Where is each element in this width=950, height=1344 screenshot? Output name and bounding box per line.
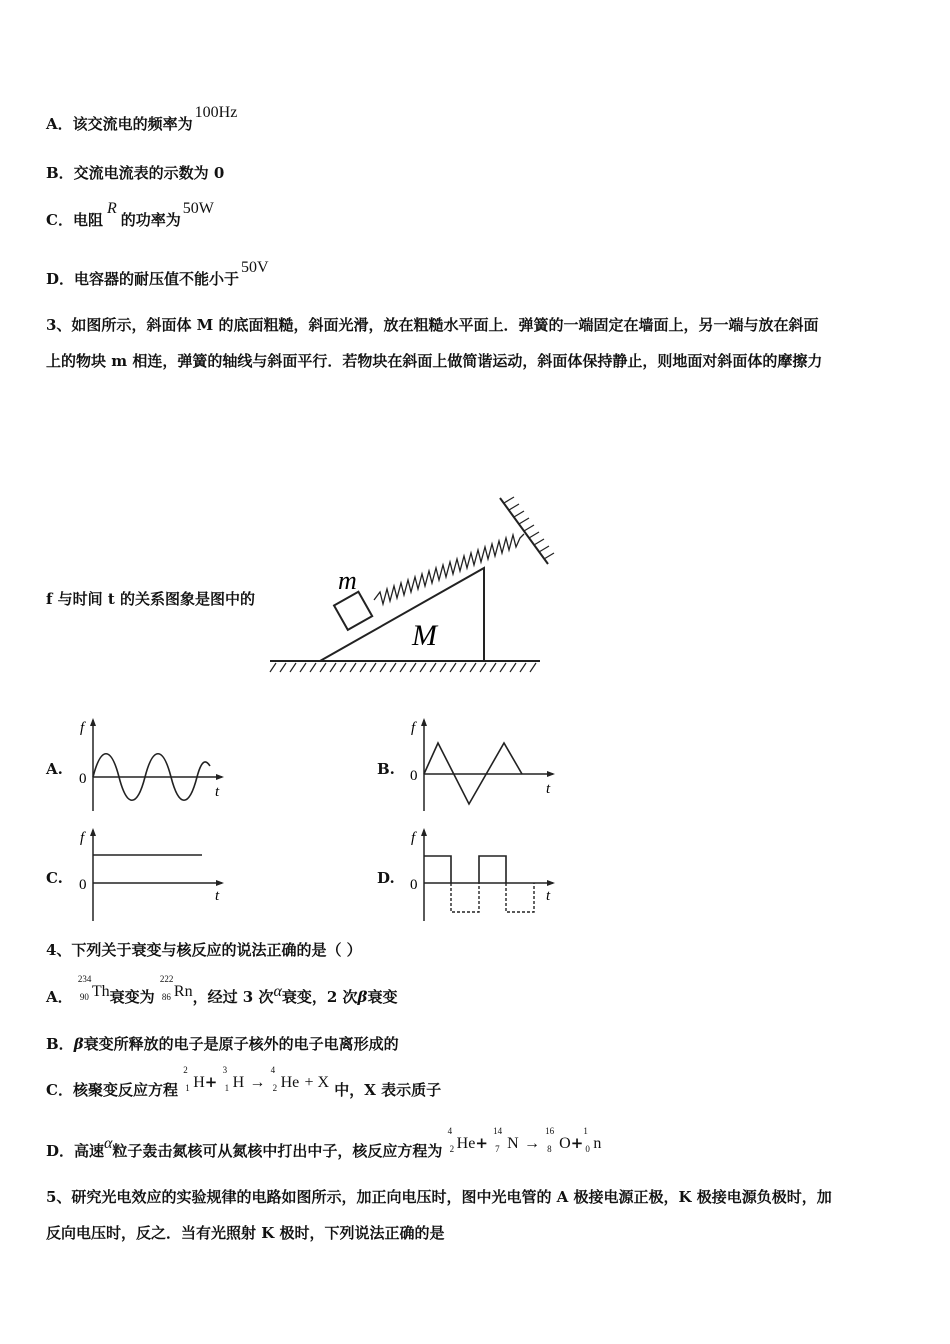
graph-c-label: C. xyxy=(46,869,63,887)
q3-line1: 3、如图所示，斜面体 M 的底面粗糙，斜面光滑，放在粗糙水平面上．弹簧的一端固定在墙面上，另一端与放在斜面 xyxy=(46,316,819,334)
resistor-symbol: R xyxy=(106,200,117,217)
graph-d-origin: 0 xyxy=(410,877,418,893)
q4-stem: 4、下列关于衰变与核反应的说法正确的是（ ） xyxy=(46,941,362,959)
thorium-nuclide: 234 90 Th xyxy=(77,974,110,1002)
deuterium-nuclide: 2 1 H xyxy=(183,1065,205,1093)
tritium-nuclide: 3 1 H xyxy=(222,1065,245,1093)
graph-c-ylabel: f xyxy=(80,830,85,846)
helium-nuclide: 4 2 He xyxy=(270,1065,300,1093)
nitrogen-nuclide: 14 7 N xyxy=(493,1126,519,1154)
beta-symbol: β xyxy=(73,1035,84,1053)
option-d: D．电容器的耐压值不能小于50V xyxy=(46,259,269,288)
graph-a-ylabel: f xyxy=(80,720,85,736)
graph-a-label: A. xyxy=(46,760,63,778)
block-label: m xyxy=(338,566,357,595)
q4-option-c: C．核聚变反应方程 2 1 H+ 3 1 H → 4 2 He + X 中，X 表示质子 xyxy=(46,1065,442,1099)
option-a: A．该交流电的频率为100Hz xyxy=(46,104,238,133)
graph-a[interactable] xyxy=(74,716,234,816)
graph-b[interactable] xyxy=(405,716,565,816)
graph-b-ylabel: f xyxy=(411,720,416,736)
radon-nuclide: 222 86 Rn xyxy=(159,974,193,1002)
incline-figure xyxy=(262,488,562,678)
alpha-symbol: α xyxy=(104,1135,113,1152)
option-c: C．电阻R的功率为50W xyxy=(46,200,214,229)
graph-c-origin: 0 xyxy=(79,877,87,893)
graph-b-origin: 0 xyxy=(410,768,418,784)
graph-d[interactable] xyxy=(405,826,565,926)
q3-line2: 上的物块 m 相连，弹簧的轴线与斜面平行．若物块在斜面上做简谐运动，斜面体保持静止，则地面对斜面体的摩擦力 xyxy=(46,352,823,370)
spring xyxy=(374,534,524,604)
oxygen-nuclide: 16 8 O xyxy=(545,1126,571,1154)
graph-d-ylabel: f xyxy=(411,830,416,846)
block xyxy=(334,592,372,630)
graph-b-xlabel: t xyxy=(546,781,551,797)
helium-nuclide: 4 2 He xyxy=(447,1126,476,1154)
reaction-arrow: → xyxy=(523,1135,540,1152)
voltage-value: 50V xyxy=(241,259,269,276)
wedge-label: M xyxy=(412,619,437,652)
option-b: B．交流电流表的示数为 0 xyxy=(46,164,225,182)
graph-a-xlabel: t xyxy=(215,784,220,800)
q4-option-a: A． 234 90 Th衰变为 222 86 Rn，经过 3 次α衰变，2 次β衰变 xyxy=(46,974,398,1006)
graph-c-xlabel: t xyxy=(215,888,220,904)
graph-d-label: D. xyxy=(377,869,395,887)
beta-symbol: β xyxy=(357,988,368,1006)
power-value: 50W xyxy=(182,200,214,217)
q4-option-b: B．β衰变所释放的电子是原子核外的电子电离形成的 xyxy=(46,1035,399,1053)
q3-line3: f 与时间 t 的关系图象是图中的 xyxy=(46,590,256,608)
q4-option-d: D．高速α粒子轰击氮核可从氮核中打出中子，核反应方程为 4 2 He+ 14 7 N → 16 8 O+ 1 0 n xyxy=(46,1126,602,1160)
graph-b-label: B. xyxy=(377,760,395,778)
graph-a-origin: 0 xyxy=(79,771,87,787)
q5-line2: 反向电压时，反之．当有光照射 K 极时，下列说法正确的是 xyxy=(46,1224,445,1242)
graph-c[interactable] xyxy=(74,826,234,926)
neutron: 1 0 n xyxy=(583,1126,602,1154)
q5-line1: 5、研究光电效应的实验规律的电路如图所示，加正向电压时，图中光电管的 A 极接电源正极，K 极接电源负极时，加 xyxy=(46,1188,832,1206)
frequency-value: 100Hz xyxy=(194,104,238,121)
alpha-symbol: α xyxy=(273,983,282,1000)
reaction-arrow: → xyxy=(249,1074,266,1091)
graph-d-xlabel: t xyxy=(546,888,551,904)
